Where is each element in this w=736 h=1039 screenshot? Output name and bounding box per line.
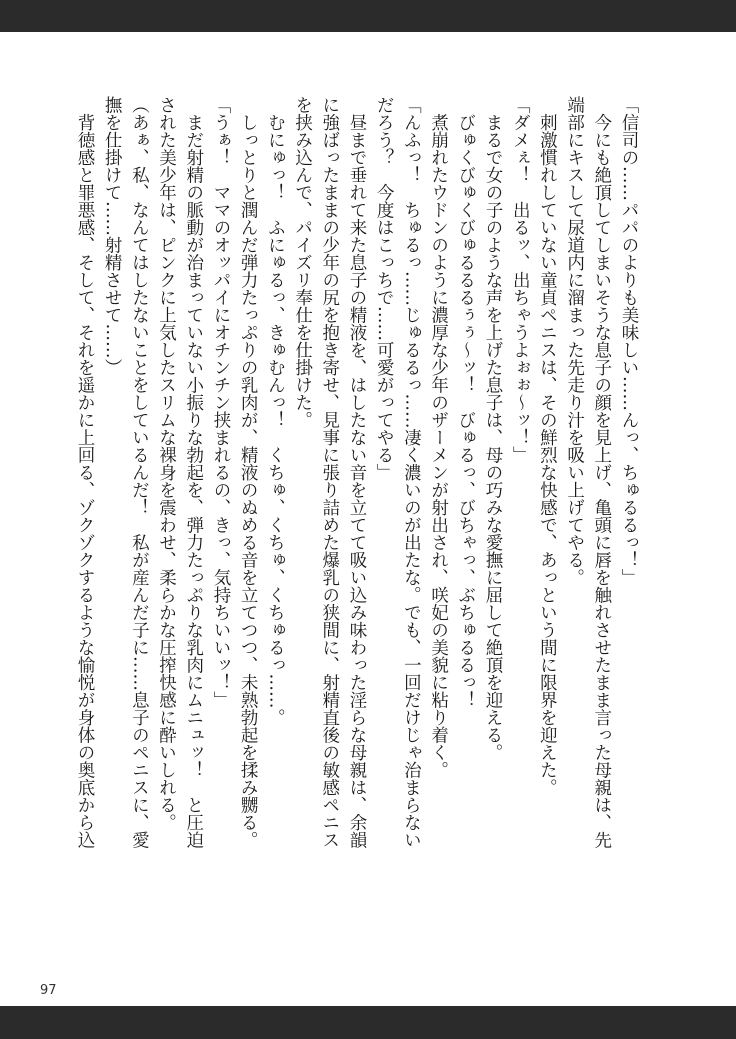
- text-line-8: 煮崩れたウドンのように濃厚な少年のザーメンが射出され、咲妃の美貌に粘り着く。: [428, 96, 449, 779]
- text-line-19: （あぁ、私、なんてはしたないことをしているんだ！ 私が産んだ子に……息子のペニスに、愛: [129, 96, 150, 849]
- text-line-12: に強ばったままの少年の尻を抱き寄せ、見事に張り詰めた爆乳の狭間に、射精直後の敏感ペニス: [319, 96, 340, 849]
- text-line-17: まだ射精の脈動が治まっていない小振りな勃起を、弾力たっぷりな乳肉にムニュッ！ と圧迫: [183, 96, 204, 849]
- text-line-21: 背徳感と罪悪感、そして、それを遥かに上回る、ゾクゾクするような愉悦が身体の奥底から込: [74, 96, 95, 849]
- text-line-3: 端部にキスして尿道内に溜まった先走り汁を吸い上げてやる。: [564, 96, 585, 586]
- text-line-14: むにゅっ！ ふにゅるっ、きゅむんっ！ くちゅ、くちゅ、くちゅるっ……。: [265, 96, 286, 726]
- page-number: 97: [40, 983, 57, 998]
- text-line-20: 撫を仕掛けて……射精させて……）: [102, 96, 123, 376]
- text-line-11: 昼まで垂れて来た息子の精液を、はしたない音を立てて吸い込み味わった淫らな母親は、余韻: [346, 96, 367, 849]
- text-line-5: 「ダメぇ！ 出るッ、出ちゃうよぉぉ～ッ！」: [510, 96, 531, 464]
- text-line-13: を挟み込んで、パイズリ奉仕を仕掛けた。: [292, 96, 313, 429]
- text-line-6: まるで女の子のような声を上げた息子は、母の巧みな愛撫に屈して絶頂を迎える。: [482, 96, 503, 761]
- text-line-9: 「んふっ！ ちゅるっ……じゅるるっ……凄く濃いのが出たな。でも、一回だけじゃ治まらない: [401, 96, 422, 849]
- top-border-bar: [0, 0, 736, 32]
- text-line-16: 「うぁ！ ママのオッパイにオチンチン挟まれるの、きっ、気持ちいいッ！」: [210, 96, 231, 709]
- text-line-1: 「信司の……パパのよりも美味しい……んっ、ちゅるるっ！」: [619, 96, 639, 586]
- text-line-2: 今にも絶頂してしまいそうな息子の顔を見上げ、亀頭に唇を触れさせたまま言った母親は、先: [591, 96, 612, 849]
- text-line-10: だろう？ 今度はこっちで……可愛がってやる」: [374, 96, 395, 481]
- bottom-border-bar: [0, 1006, 736, 1039]
- text-line-7: びゅくびゅくびゅるるるぅぅ～ッ！ びゅるっ、びちゃっ、ぶちゅるるっ！: [455, 96, 476, 709]
- text-line-18: された美少年は、ピンクに上気したスリムな裸身を震わせ、柔らかな圧搾快感に酔いしれる。: [156, 96, 177, 831]
- vertical-text-body: [74, 96, 642, 908]
- text-line-4: 刺激慣れしていない童貞ペニスは、その鮮烈な快感で、あっという間に限界を迎えた。: [537, 96, 558, 796]
- text-line-15: しっとりと潤んだ弾力たっぷりの乳肉が、精液のぬめる音を立てつつ、未熟勃起を揉み嬲る。: [238, 96, 259, 849]
